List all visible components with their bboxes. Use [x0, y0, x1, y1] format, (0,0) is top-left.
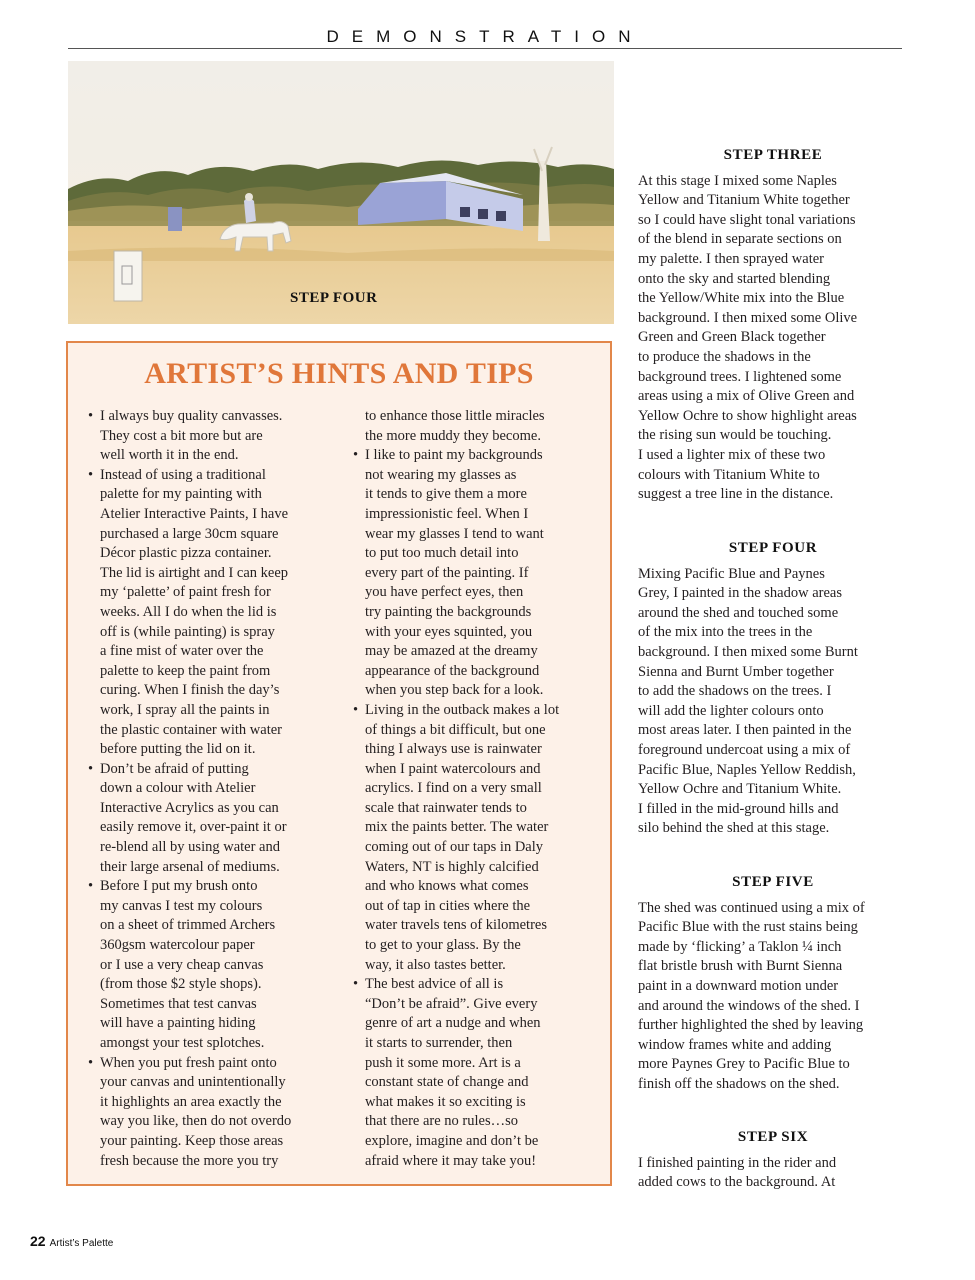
step-heading: STEP FIVE	[732, 874, 814, 890]
tip-item: • Before I put my brush onto my canvas I test my colours on a sheet of trimmed Archers 360gsm watercolour paper or I use a very cheap canvas (from those $2 style shops). Sometimes that test canvas will have a painting hiding amongst your test splotches.	[88, 877, 338, 1053]
step-heading: STEP SIX	[737, 1129, 809, 1145]
magazine-name: Artist’s Palette	[49, 1238, 114, 1249]
section-header	[68, 26, 902, 49]
page-footer	[30, 1233, 113, 1251]
tips-column-1	[88, 407, 338, 1171]
tip-item: • Living in the outback makes a lot of things a bit difficult, but one thing I always use is rainwater when I paint watercolours and acrylics. I find on a very small scale that rainwater tends to mix the paints better. The water coming out of our taps in Daly Waters, NT is highly calcified and who knows what comes out of tap in cities where the water travels tens of kilometres to get to your glass. By the way, it also tastes better.	[353, 701, 601, 975]
painting-photo	[68, 61, 614, 324]
step-text: At this stage I mixed some Naples Yellow and Titanium White together so I could have slight tonal variations of the blend in separate sections on my palette. I then sprayed water onto the sky and started blending the Yellow/White mix into the Blue background. I then mixed some Olive Green and Green Black together to produce the shadows in the background trees. I lightened some areas using a mix of Olive Green and Yellow Ochre to show highlight areas the rising sun would be touching. I used a lighter mix of these two colours with Titanium White to suggest a tree line in the distance.	[638, 172, 858, 503]
photo-caption: STEP FOUR	[290, 290, 378, 306]
page-number: 22	[30, 1233, 46, 1249]
tip-item: • I always buy quality canvasses. They cost a bit more but are well worth it in the end.	[88, 407, 338, 466]
step-text: I finished painting in the rider and added cows to the background. At	[638, 1154, 837, 1191]
tip-item: • When you put fresh paint onto your canvas and unintentionally it highlights an area exactly the way you like, then do not overdo your painting. Keep those areas fresh because the more you try	[88, 1054, 338, 1172]
step-heading: STEP THREE	[723, 147, 823, 163]
tips-title: ARTIST’S HINTS AND TIPS	[144, 357, 534, 390]
hints-tips-box	[66, 341, 612, 1186]
painting-illustration	[68, 61, 614, 324]
step-four-section	[638, 539, 908, 839]
tip-item: to enhance those little miracles the more muddy they become.	[365, 408, 545, 444]
tip-item: • The best advice of all is “Don’t be afraid”. Give every genre of art a nudge and when it starts to surrender, then push it some more. Art is a constant state of change and what makes it so exciting is that there are no rules…so explore, imagine and don’t be afraid where it may take you!	[353, 975, 601, 1171]
tip-item: • Don’t be afraid of putting down a colour with Atelier Interactive Acrylics as you can easily remove it, over-paint it or re-blend all by using water and their large arsenal of mediums.	[88, 760, 338, 878]
step-six-section	[638, 1128, 908, 1193]
step-text: Mixing Pacific Blue and Paynes Grey, I painted in the shadow areas around the shed and touched some of the mix into the trees in the background. I then mixed some Burnt Sienna and Burnt Umber together to add the shadows on the trees. I will add the lighter colours onto most areas later. I then painted in the foreground undercoat using a mix of Pacific Blue, Naples Yellow Reddish, Yellow Ochre and Titanium White. I filled in the mid-ground hills and silo behind the shed at this stage.	[638, 565, 858, 837]
tips-column-2	[353, 407, 601, 1171]
section-title: DEMONSTRATION	[326, 27, 644, 46]
step-five-section	[638, 873, 908, 1095]
step-heading: STEP FOUR	[728, 540, 818, 556]
step-text: The shed was continued using a mix of Pacific Blue with the rust stains being made by ‘flicking’ a Taklon ¼ inch flat bristle brush with Burnt Sienna paint in a downward motion under and around the windows of the shed. I further highlighted the shed by leaving window frames white and adding more Paynes Grey to Pacific Blue to finish off the shadows on the shed.	[638, 899, 865, 1092]
tip-item: • I like to paint my backgrounds not wearing my glasses as it tends to give them a more impressionistic feel. When I wear my glasses I tend to want to put too much detail into every part of the painting. If you have perfect eyes, then try painting the backgrounds with your eyes squinted, you may be amazed at the dreamy appearance of the background when you step back for a look.	[353, 446, 601, 701]
tip-item: • Instead of using a traditional palette for my painting with Atelier Interactive Paints, I have purchased a large 30cm square Décor plastic pizza container. The lid is airtight and I can keep my ‘palette’ of paint fresh for weeks. All I do when the lid is off is (while painting) is spray a fine mist of water over the palette to keep the paint from curing. When I finish the day’s work, I spray all the paints in the plastic container with water before putting the lid on it.	[88, 466, 338, 760]
step-three-section	[638, 146, 908, 505]
